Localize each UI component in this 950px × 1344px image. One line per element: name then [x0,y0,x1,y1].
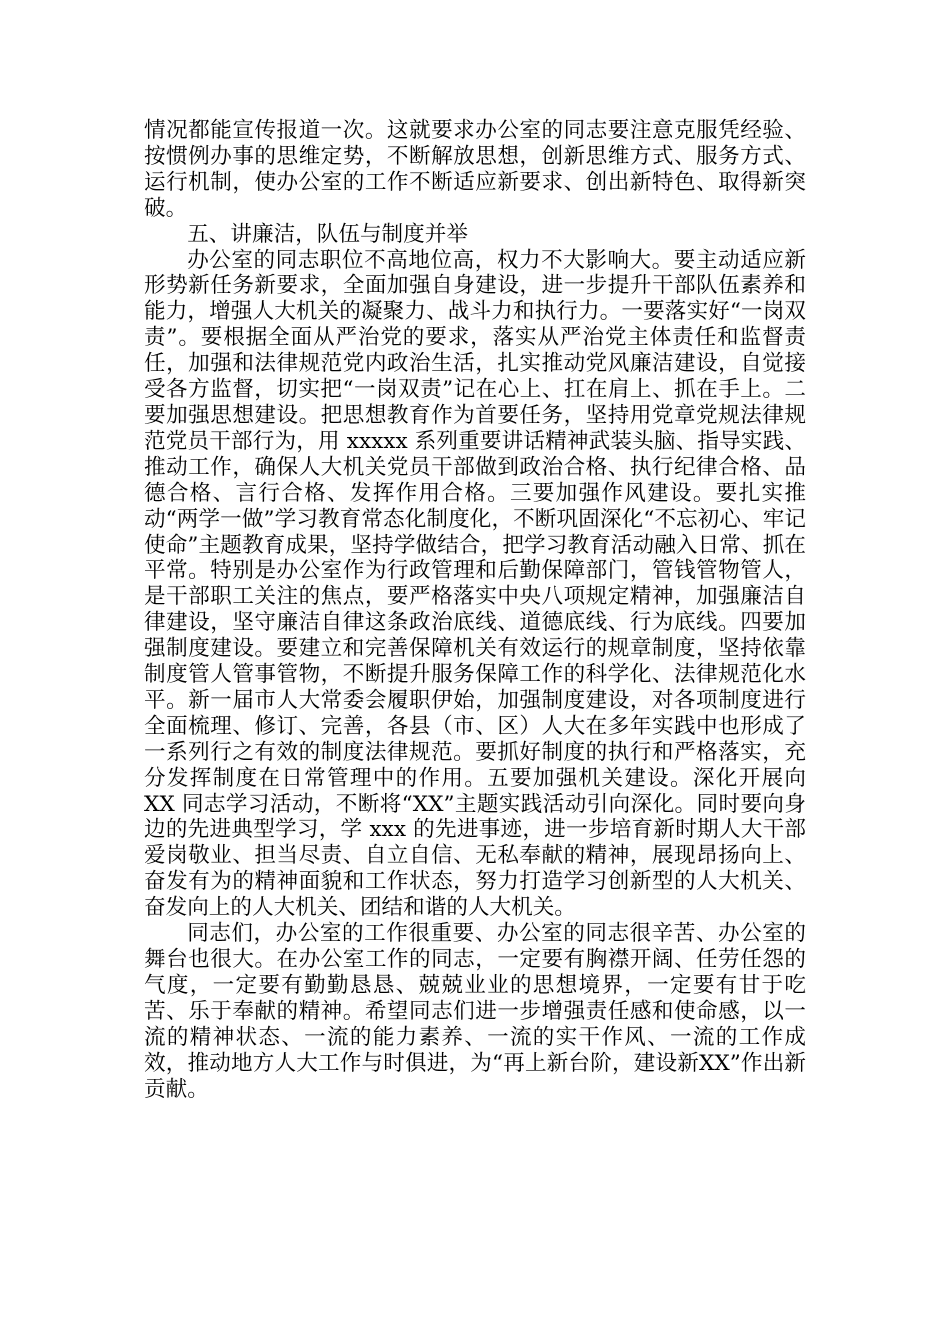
paragraph-closing: 同志们，办公室的工作很重要、办公室的同志很辛苦、办公室的舞台也很大。在办公室工作的同志，一定要有胸襟开阔、任劳任怨的气度，一定要有勤勤恳恳、兢兢业业的思想境界，一定要有甘于吃苦、乐于奉献的精神。希望同志们进一步增强责任感和使命感，以一流的精神状态、一流的能力素养、一流的实干作风、一流的工作成效，推动地方人大工作与时俱进，为“再上新台阶，建设新XX”作出新贡献。 [144,921,806,1102]
section-heading-five: 五、讲廉洁，队伍与制度并举 [187,221,468,247]
paragraph-integrity: 办公室的同志职位不高地位高，权力不大影响大。要主动适应新形势新任务新要求，全面加强自身建设，进一步提升干部队伍素养和能力，增强人大机关的凝聚力、战斗力和执行力。一要落实好“一岗双责”。要根据全面从严治党的要求，落实从严治党主体责任和监督责任，加强和法律规范党内政治生活，扎实推动党风廉洁建设，自觉接受各方监督，切实把“一岗双责”记在心上、扛在肩上、抓在手上。二要加强思想建设。把思想教育作为首要任务，坚持用党章党规法律规范党员干部行为，用 xxxxx 系列重要讲话精神武装头脑、指导实践、推动工作，确保人大机关党员干部做到政治合格、执行纪律合格、品德合格、言行合格、发挥作用合格。三要加强作风建设。要扎实推动“两学一做”学习教育常态化制度化，不断巩固深化“不忘初心、牢记使命”主题教育成果，坚持学做结合，把学习教育活动融入日常、抓在平常。特别是办公室作为行政管理和后勤保障部门，管钱管物管人，是干部职工关注的焦点，要严格落实中央八项规定精神，加强廉洁自律建设，坚守廉洁自律这条政治底线、道德底线、行为底线。四要加强制度建设。要建立和完善保障机关有效运行的规章制度，坚持依靠制度管人管事管物，不断提升服务保障工作的科学化、法律规范化水平。新一届市人大常委会履职伊始，加强制度建设，对各项制度进行全面梳理、修订、完善，各县（市、区）人大在多年实践中也形成了一系列行之有效的制度法律规范。要抓好制度的执行和严格落实，充分发挥制度在日常管理中的作用。五要加强机关建设。深化开展向 XX 同志学习活动，不断将“XX”主题实践活动引向深化。同时要向身边的先进典型学习，学 xxx 的先进事迹，进一步培育新时期人大干部爱岗敬业、担当尽责、自立自信、无私奉献的精神，展现昂扬向上、奋发有为的精神面貌和工作状态，努力打造学习创新型的人大机关、奋发向上的人大机关、团结和谐的人大机关。 [144,247,806,921]
paragraph-continuation: 情况都能宣传报道一次。这就要求办公室的同志要注意克服凭经验、按惯例办事的思维定势，不断解放思想，创新思维方式、服务方式、运行机制，使办公室的工作不断适应新要求、创出新特色、取得新突破。 [144,118,806,221]
document-page [144,118,806,1102]
